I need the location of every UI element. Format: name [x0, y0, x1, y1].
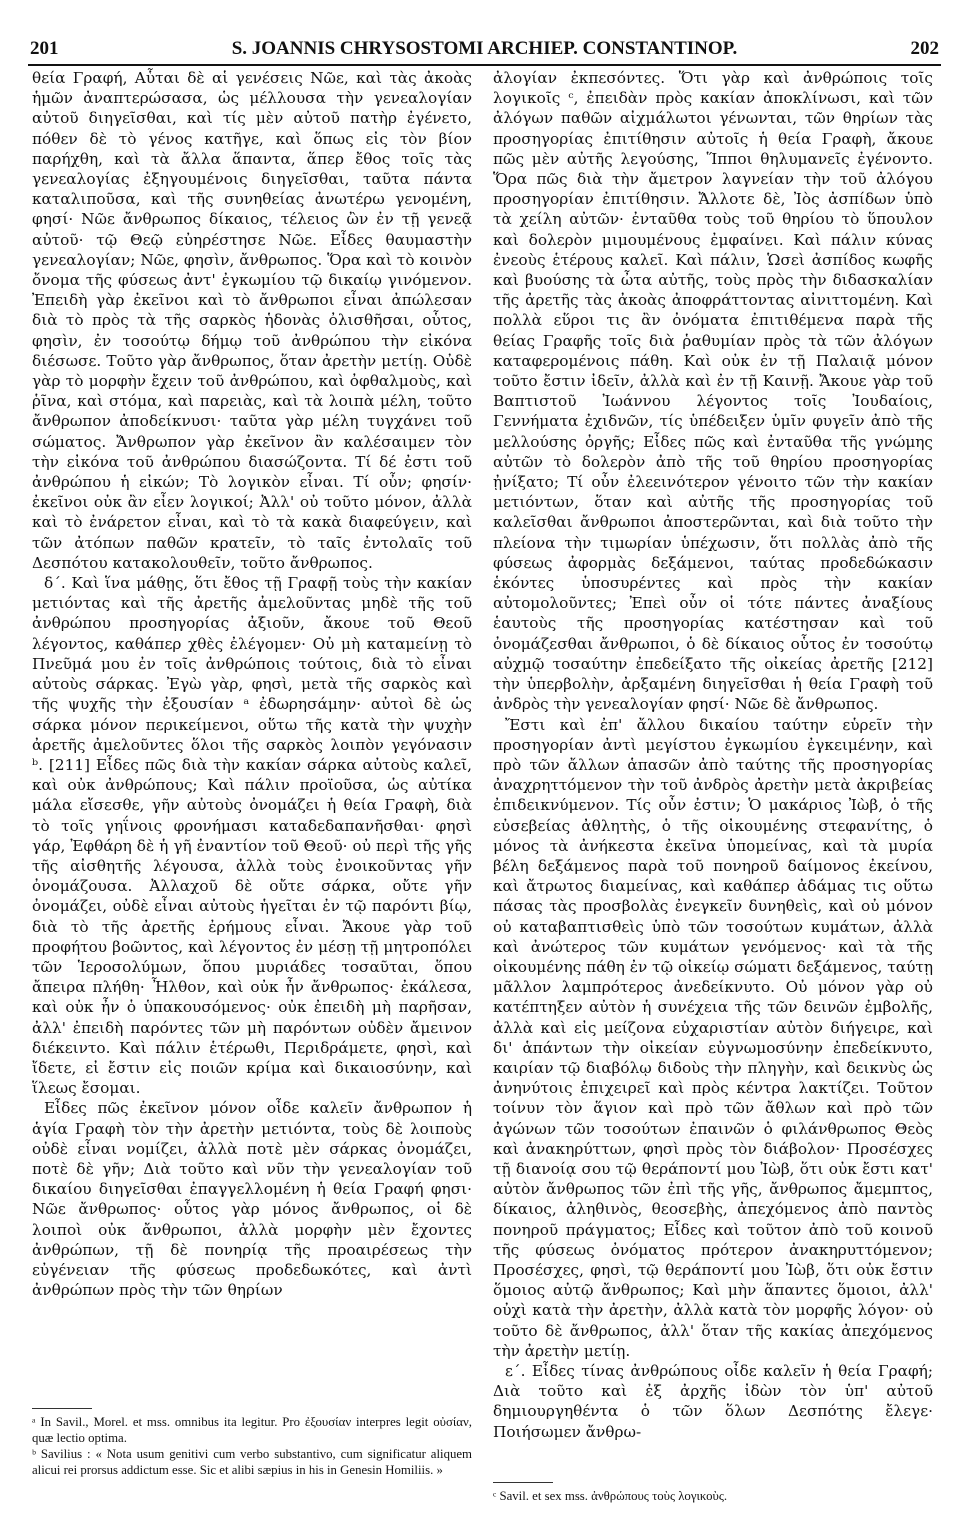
right-page-number: 202: [910, 38, 939, 59]
running-title: S. JOANNIS CHRYSOSTOMI ARCHIEP. CONSTANTINOP.: [231, 38, 738, 59]
footnotes-left: [32, 1414, 472, 1478]
footnote-rule: [32, 1408, 92, 1409]
left-page-number: 201: [30, 38, 59, 59]
footnote: ᶜ Savil. et sex mss. ἀνθρώπους τοὺς λογικοὺς.: [493, 1489, 728, 1503]
footnote: ᵇ Savilius : « Nota usum genitivi cum verbo substantivo, cum significatur aliquem alicui rei prorsus addictum esse. Sic et alibi sæpius in his in Genesin Homiliis. »: [32, 1447, 472, 1477]
running-header: [30, 34, 939, 64]
paragraph: ἀλογίαν ἐκπεσόντες. Ὅτι γὰρ καὶ ἀνθρώποις τοῖς λογικοῖς ᶜ, ἐπειδὰν πρὸς κακίαν ἀποκλίνωσι, καὶ τῶν ἀλόγων παθῶν αἰχμάλωτοι γένωνται, τῶν θηρίων τὰς προσηγορίας ἐπιτίθησιν αὐτοῖς ἡ θεία Γραφὴ, ἄκουε πῶς μὲν αὐτῆς λεγούσης, Ἵπποι θηλυμανεῖς ἐγένοντο. Ὅρα πῶς διὰ τὴν ἄμετρον λαγνείαν τὴν τοῦ ἀλόγου προσηγορίαν ἐπιτίθησιν. Ἄλλοτε δὲ, Ἰὸς ἀσπίδων ὑπὸ τὰ χείλη αὐτῶν· ἐνταῦθα τοὺς τοῦ θηρίου τὸ ὕπουλον καὶ δολερὸν μιμουμένους ἐμφαίνει. Καὶ πάλιν κύνας ἐνεοὺς ἑτέρους καλεῖ. Καὶ πάλιν, Ὡσεὶ ἀσπίδος κωφῆς καὶ βυούσης τὰ ὦτα αὐτῆς, τοὺς πρὸς τὴν διδασκαλίαν τῆς ἀρετῆς τὰς ἀκοὰς ἀποφράττοντας αἰνιττομένη. Καὶ πολλὰ εὕροι τις ἂν ὀνόματα ἐπιτιθέμενα παρὰ τῆς θείας Γραφῆς τοῖς διὰ ῥαθυμίαν πρὸς τὰ τῶν ἀλόγων καταφερομένοις πάθη. Καὶ οὐκ ἐν τῇ Παλαιᾷ μόνον τοῦτο ἔστιν ἰδεῖν, ἀλλὰ καὶ ἐν τῇ Καινῇ. Ἄκουε γὰρ τοῦ Βαπτιστοῦ Ἰωάννου λέγοντος τοῖς Ἰουδαίοις, Γεννήματα ἐχιδνῶν, τίς ὑπέδειξεν ὑμῖν φυγεῖν ἀπὸ τῆς μελλούσης ὀργῆς; Εἶδες πῶς καὶ ἐνταῦθα τῆς γνώμης αὐτῶν τὸ δολερὸν ἀπὸ τῆς τοῦ θηρίου προσηγορίας ᾐνίξατο; Τί οὖν ἐλεεινότερον γένοιτο τῶν τὴν κακίαν μετιόντων, ὅταν καὶ αὐτῆς τῆς προσηγορίας τοῦ καλεῖσθαι ἄνθρωποι ἀποστερῶνται, καὶ διὰ τοῦτο τὴν πλείονα τὴν τιμωρίαν ὑπέχωσιν, ὅτι πολλὰς ἀπὸ τῆς φύσεως ἀφορμὰς δεξάμενοι, ταύτας προδεδώκασιν ἑκόντες ὑποσυρέντες καὶ πρὸς τὴν κακίαν αὐτομολοῦντες; Ἐπεὶ οὖν οἱ τότε πάντες ἀναξίους ἑαυτοὺς τῆς προσηγορίας κατέστησαν καὶ τοῦ ὀνομάζεσθαι ἄνθρωποι, ὁ δὲ δίκαιος οὗτος ἐν τοσούτῳ αὐχμῷ τοσαύτην ἐπεδείξατο τῆς οἰκείας ἀρετῆς [212] τὴν ὑπερβολὴν, ἀρξαμένη διηγεῖσθαι ἡ θεία Γραφὴ τοῦ ἀνδρὸς τὴν γενεαλογίαν φησί· Νῶε δὲ ἄνθρωπος.: [493, 69, 933, 714]
paragraph: δ´. Καὶ ἵνα μάθῃς, ὅτι ἔθος τῇ Γραφῇ τοὺς τὴν κακίαν μετιόντας καὶ τῆς ἀρετῆς ἀμελοῦντας μηδὲ τῆς τοῦ ἀνθρώπου προσηγορίας ἀξιοῦν, ἄκουε τοῦ Θεοῦ λέγοντος, καθάπερ χθὲς ἐλέγομεν· Οὐ μὴ καταμείνῃ τὸ Πνεῦμά μου ἐν τοῖς ἀνθρώποις τούτοις, διὰ τὸ εἶναι αὐτοὺς σάρκας. Ἐγὼ γὰρ, φησὶ, μετὰ τῆς σαρκὸς καὶ τῆς ψυχῆς τὴν ἐξουσίαν ᵃ ἐδωρησάμην· αὐτοὶ δὲ ὡς σάρκα μόνον περικείμενοι, οὕτω τῆς κατὰ τὴν ψυχὴν ἀρετῆς ἀμελοῦντες ὅλοι τῆς σαρκὸς λοιπὸν γεγόνασιν ᵇ. [211] Εἶδες πῶς διὰ τὴν κακίαν σάρκα αὐτοὺς καλεῖ, καὶ οὐκ ἀνθρώπους; Καὶ πάλιν προϊοῦσα, ὡς αὐτίκα μάλα εἴσεσθε, γῆν αὐτοὺς ὀνομάζει ἡ θεία Γραφὴ, διὰ τὸ τοῖς γηΐνοις φρονήμασι καταδεδαπανῆσθαι· φησὶ γάρ, Ἐφθάρη δὲ ἡ γῆ ἐναντίον τοῦ Θεοῦ· οὐ περὶ τῆς γῆς τῆς αἰσθητῆς λέγουσα, ἀλλὰ τοὺς ἐνοικοῦντας γῆν ὀνομάζουσα. Ἀλλαχοῦ δὲ οὔτε σάρκα, οὔτε γῆν ὀνομάζει, οὐδὲ εἶναι αὐτοὺς ἡγεῖται ἐν τῷ παρόντι βίῳ, διὰ τὸ τῆς ἀρετῆς ἐρήμους εἶναι. Ἄκουε γὰρ τοῦ προφήτου βοῶντος, καὶ λέγοντος ἐν μέσῃ τῇ μητροπόλει τῶν Ἱεροσολύμων, ὅπου μυριάδες τοσαῦται, ὅπου ἄπειρα πλήθη· Ἦλθον, καὶ οὐκ ἦν ἄνθρωπος· ἐκάλεσα, καὶ οὐκ ἦν ὁ ὑπακουσόμενος· οὐκ ἐπειδὴ μὴ παρῆσαν, ἀλλ' ἐπειδὴ παρόντες τῶν μὴ παρόντων οὐδὲν ἄμεινον διέκειντο. Καὶ πάλιν ἑτέρωθι, Περιδράμετε, φησὶ, καὶ ἴδετε, εἰ ἔστιν εἰς ποιῶν κρίμα καὶ δικαιοσύνην, καὶ ἵλεως ἔσομαι.: [32, 574, 472, 1098]
footnote-rule: [493, 1482, 553, 1483]
paragraph: θεία Γραφή, Αὗται δὲ αἱ γενέσεις Νῶε, καὶ τὰς ἀκοὰς ἡμῶν ἀναπτερώσασα, ὡς μέλλουσα τὴν γενεαλογίαν αὐτοῦ διηγεῖσθαι, καὶ τίς μὲν αὐτοῦ πατὴρ ἐγένετο, πόθεν δὲ τὸ γένος κατῆγε, καὶ ὅπως εἰς τὸν βίον παρήχθη, καὶ τὰ ἄλλα ἅπαντα, ἅπερ ἔθος τοῖς τὰς γενεαλογίας ἐξηγουμένοις διηγεῖσθαι, ταῦτα πάντα καταλιποῦσα, καὶ τῆς συνηθείας ἀνωτέρω γενομένη, φησί· Νῶε ἄνθρωπος δίκαιος, τέλειος ὢν ἐν τῇ γενεᾷ αὐτοῦ· τῷ Θεῷ εὐηρέστησε Νῶε. Εἶδες θαυμαστὴν γενεαλογίαν; Νῶε, φησὶν, ἄνθρωπος. Ὅρα καὶ τὸ κοινὸν ὄνομα τῆς φύσεως ἀντ' ἐγκωμίου τῷ δικαίῳ γινόμενον. Ἐπειδὴ γὰρ ἐκεῖνοι καὶ τὸ ἄνθρωποι εἶναι ἀπώλεσαν διὰ τὸ πρὸς τὰ τῆς σαρκὸς ἡδονὰς ὀλισθῆσαι, οὗτος, φησὶν, ἐν τοσούτῳ δήμῳ τοῦ ἀνθρώπου τὴν εἰκόνα διέσωσε. Τοῦτο γὰρ ἄνθρωπος, ὅταν ἀρετὴν μετίῃ. Οὐδὲ γὰρ τὸ μορφὴν ἔχειν τοῦ ἀνθρώπου, καὶ ὀφθαλμοὺς, καὶ ῥῖνα, καὶ στόμα, καὶ παρειὰς, καὶ τὰ λοιπὰ μέλη, τοῦτο ἄνθρωπον ἀποδείκνυσι· ταῦτα γὰρ μέλη τυγχάνει τοῦ σώματος. Ἄνθρωπον γὰρ ἐκεῖνον ἂν καλέσαιμεν τὸν τὴν εἰκόνα τοῦ ἀνθρώπου διασώζοντα. Τί δέ ἐστι τοῦ ἀνθρώπου ἡ εἰκών; Τὸ λογικὸν εἶναι. Τί οὖν; φησίν· ἐκεῖνοι οὐκ ἂν εἶεν λογικοί; Ἀλλ' οὐ τοῦτο μόνον, ἀλλὰ καὶ τὸ ἐνάρετον εἶναι, καὶ τὸ τὰ κακὰ διαφεύγειν, καὶ τῶν ἀτόπων παθῶν κρατεῖν, τὸ ταῖς ἐντολαῖς τοῦ Δεσπότου κατακολουθεῖν, τοῦτο ἄνθρωπος.: [32, 69, 472, 572]
paragraph: ε´. Εἶδες τίνας ἀνθρώπους οἶδε καλεῖν ἡ θεία Γραφή; Διὰ τοῦτο καὶ ἐξ ἀρχῆς ἰδὼν τὸν ὑπ' αὐτοῦ δημιουργηθέντα ὁ τῶν ὅλων Δεσπότης ἔλεγε· Ποιήσωμεν ἄνθρω-: [493, 1362, 933, 1441]
left-column: [32, 68, 472, 1408]
footnotes-right: [493, 1488, 933, 1504]
footnote: ᵃ In Savil., Morel. et mss. omnibus ita legitur. Pro ἐξουσίαν interpres legit οὐσίαν, quæ lectio optima.: [32, 1415, 472, 1445]
paragraph: Εἶδες πῶς ἐκεῖνον μόνον οἶδε καλεῖν ἄνθρωπον ἡ ἁγία Γραφὴ τὸν τὴν ἀρετὴν μετιόντα, τοὺς δὲ λοιποὺς οὐδὲ εἶναι νομίζει, ἀλλὰ ποτὲ μὲν σάρκας ὀνομάζει, ποτὲ δὲ γῆν; Διὰ τοῦτο καὶ νῦν τὴν γενεαλογίαν τοῦ δικαίου διηγεῖσθαι ἐπαγγελλομένη ἡ θεία Γραφή φησι· Νῶε ἄνθρωπος· οὗτος γὰρ μόνος ἄνθρωπος, οἱ δὲ λοιποὶ οὐκ ἄνθρωποι, ἀλλὰ μορφὴν μὲν ἔχοντες ἀνθρώπων, τῇ δὲ πονηρίᾳ τῆς προαιρέσεως τὴν εὐγένειαν τῆς φύσεως προδεδωκότες, καὶ ἀντὶ ἀνθρώπων πρὸς τὴν τῶν θηρίων: [32, 1099, 472, 1300]
right-column: [493, 68, 933, 1448]
paragraph: Ἔστι καὶ ἐπ' ἄλλου δικαίου ταύτην εὑρεῖν τὴν προσηγορίαν ἀντὶ μεγίστου ἐγκωμίου ἐγκειμένην, καὶ πρὸ τῶν ἄλλων ἁπασῶν ἀπὸ ταύτης τῆς προσηγορίας ἀναχρηττόμενον τὴν τοῦ ἀνδρὸς ἀρετὴν μετὰ ἀκριβείας ἐπιδεικνύμενον. Τίς οὖν ἐστιν; Ὁ μακάριος Ἰὼβ, ὁ τῆς εὐσεβείας ἀθλητὴς, ὁ τῆς οἰκουμένης στεφανίτης, ὁ μόνος τὰ ἀνήκεστα ἐκεῖνα ὑπομείνας, καὶ τὰ μυρία βέλη δεξάμενος παρὰ τοῦ πονηροῦ δαίμονος ἐκείνου, καὶ ἄτρωτος διαμείνας, καὶ καθάπερ ἀδάμας τις οὕτω πάσας τὰς προσβολὰς ἐνεγκεῖν δυνηθεὶς, καὶ οὐ μόνον οὐ καταβαπτισθεὶς ὑπὸ τῶν τοσούτων κυμάτων, ἀλλὰ καὶ ἀνώτερος τῶν κυμάτων γενόμενος· καὶ τὰ τῆς οἰκουμένης πάθη ἐν τῷ οἰκείῳ σώματι δεξάμενος, ταύτῃ μᾶλλον λαμπρότερος ἀνεδείκνυτο. Οὐ μόνον γὰρ οὐ κατέπτηξεν αὐτὸν ἡ συνέχεια τῆς τῶν δεινῶν ἐμβολῆς, ἀλλὰ καὶ εἰς μείζονα εὐχαριστίαν αὐτὸν διήγειρε, καὶ δι' ἁπάντων τὴν οἰκείαν εὐγνωμοσύνην ἐπεδείκνυτο, καιρίαν τῷ διαβόλῳ διδοὺς τὴν πληγὴν, καὶ δεικνὺς ὡς ἀνηνύτοις ἐπιχειρεῖ καὶ πρὸς κέντρα λακτίζει. Τοῦτον τοίνυν τὸν ἅγιον καὶ πρὸ τῶν ἄθλων καὶ πρὸ τῶν ἀγώνων τῶν τοσούτων ἐπαινῶν ὁ φιλάνθρωπος Θεὸς καὶ ἀνακηρύττων, φησὶ πρὸς τὸν διάβολον· Προσέσχες τῇ διανοίᾳ σου τῷ θεράποντί μου Ἰὼβ, ὅτι οὐκ ἔστι κατ' αὐτὸν ἄνθρωπος τῶν ἐπὶ τῆς γῆς, ἄνθρωπος ἄμεμπτος, δίκαιος, ἀληθινὸς, θεοσεβὴς, ἀπεχόμενος ἀπὸ παντὸς πονηροῦ πράγματος; Εἶδες καὶ τοῦτον ἀπὸ τοῦ κοινοῦ τῆς φύσεως ὀνόματος πρότερον ἀνακηρυττόμενον; Προσέσχες, φησὶ, τῷ θεράποντί μου Ἰὼβ, ὅτι οὐκ ἔστιν ὅμοιος αὐτῷ ἄνθρωπος; Καὶ μὴν ἅπαντες ὅμοιοι, ἀλλ' οὐχὶ κατὰ τὴν ἀρετὴν, ἀλλὰ κατὰ τὸν μορφῆς λόγον· οὐ τοῦτο δὲ ἄνθρωπος, ἀλλ' ὅταν τῆς κακίας ἀπεχόμενος τὴν ἀρετὴν μετίῃ.: [493, 715, 933, 1360]
header-rule: [28, 64, 941, 66]
